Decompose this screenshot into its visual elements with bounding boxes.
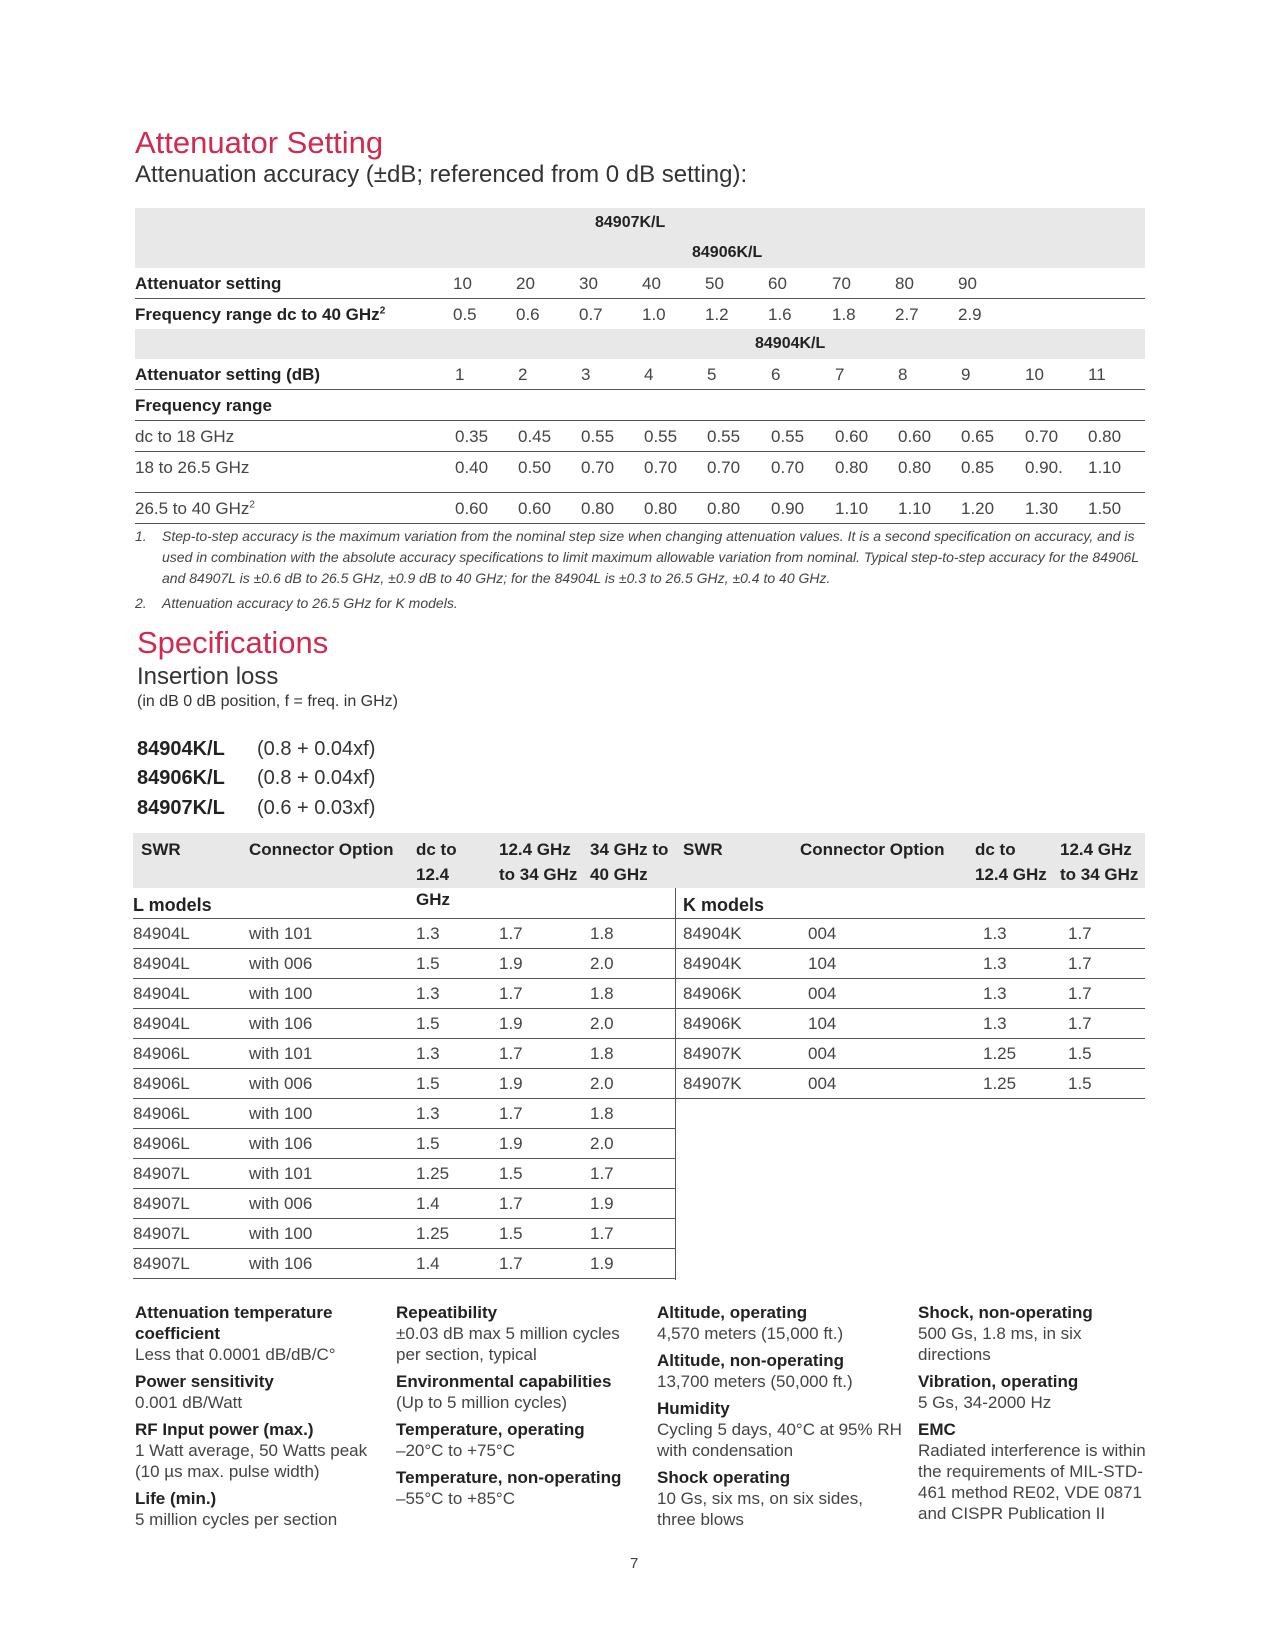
table-cell: with 006 — [249, 1194, 313, 1213]
footnote-text: Attenuation accuracy to 26.5 GHz for K models. — [162, 595, 458, 611]
table-cell: 1.3 — [416, 984, 440, 1003]
table-cell: 0.70 — [707, 458, 741, 477]
table-cell: 84906L — [133, 1104, 190, 1123]
table-cell: 1.25 — [983, 1044, 1017, 1063]
table-row — [676, 979, 1145, 1009]
table-cell: 0.90 — [771, 499, 805, 518]
table-cell: 1.30 — [1025, 499, 1059, 518]
spec-value: Radiated interference is within the requirements of MIL-STD-461 method RE02, VDE 0871 and CISPR Publication II — [918, 1441, 1146, 1523]
table-cell: 1.7 — [590, 1164, 614, 1183]
column-header: SWR — [683, 840, 723, 859]
table-cell: 90 — [958, 274, 977, 293]
table-row — [676, 1009, 1145, 1039]
table-cell: with 100 — [249, 984, 313, 1003]
table-row — [676, 949, 1145, 979]
spec-title: Environmental capabilities — [396, 1372, 612, 1391]
table-cell: 20 — [516, 274, 535, 293]
table-cell: 1.7 — [499, 1104, 523, 1123]
spec-column-3 — [657, 1302, 902, 1536]
table-cell: 0.45 — [518, 427, 552, 446]
insertion-loss-row — [137, 767, 376, 790]
table-row — [133, 1129, 675, 1159]
table-cell: 004 — [808, 984, 837, 1003]
spec-value: –20°C to +75°C — [396, 1441, 515, 1460]
table-cell: 1.5 — [416, 1014, 440, 1033]
loss-formula: (0.8 + 0.04xf) — [257, 767, 376, 789]
table-cell: 1.7 — [499, 924, 523, 943]
table-cell: 0.40 — [455, 458, 489, 477]
table-cell: 0.60 — [835, 427, 869, 446]
attenuation-accuracy-table — [135, 208, 1145, 524]
table-row — [676, 1069, 1145, 1099]
spec-value: Less that 0.0001 dB/dB/C° — [135, 1345, 336, 1364]
table-cell: 2.0 — [590, 1134, 614, 1153]
table-cell: 1.4 — [416, 1194, 440, 1213]
spec-item — [918, 1302, 1148, 1365]
spec-value: 0.001 dB/Watt — [135, 1393, 243, 1412]
table-cell: 0.80 — [835, 458, 869, 477]
footnote-number: 1. — [135, 528, 147, 544]
table-cell: 9 — [961, 365, 971, 384]
table-cell: 0.70 — [1025, 427, 1059, 446]
table-cell: 1.8 — [590, 924, 614, 943]
table-cell: 10 — [453, 274, 472, 293]
spec-title: Altitude, non-operating — [657, 1351, 844, 1370]
table-row — [133, 979, 675, 1009]
table-cell: 1.6 — [768, 305, 792, 324]
table-cell: 1.20 — [961, 499, 995, 518]
table-cell: 1.8 — [590, 1044, 614, 1063]
column-header: 12.4 GHz to 34 GHz — [1060, 840, 1139, 884]
row-label: Frequency range — [135, 396, 272, 415]
table-cell: 0.70 — [771, 458, 805, 477]
table-cell: with 101 — [249, 1044, 313, 1063]
spec-item — [657, 1467, 902, 1530]
table-cell: 0.85 — [961, 458, 995, 477]
table-row — [133, 1219, 675, 1249]
table-cell: 2.0 — [590, 1014, 614, 1033]
row-label-text: 26.5 to 40 GHz — [135, 499, 250, 518]
spec-title: Altitude, operating — [657, 1303, 808, 1322]
table-cell: 0.80 — [581, 499, 615, 518]
table-cell: with 006 — [249, 954, 313, 973]
table-cell: 7 — [835, 365, 845, 384]
specifications-title: Specifications — [137, 625, 329, 660]
spec-column-2 — [396, 1302, 641, 1515]
table-row — [133, 1009, 675, 1039]
l-models-label: L models — [133, 895, 212, 915]
table-cell: 1.3 — [983, 984, 1007, 1003]
spec-value: 1 Watt average, 50 Watts peak (10 µs max. pulse width) — [135, 1441, 368, 1481]
model-84904-header-row — [135, 329, 1145, 359]
table-cell: 1.3 — [983, 924, 1007, 943]
table-row — [133, 1099, 675, 1129]
table-cell: 0.65 — [961, 427, 995, 446]
table-cell: 0.5 — [453, 305, 477, 324]
loss-formula: (0.6 + 0.03xf) — [257, 797, 376, 819]
table-cell: 1.3 — [416, 924, 440, 943]
spec-item — [657, 1398, 902, 1461]
table-cell: 84907K — [683, 1044, 742, 1063]
swr-k-header — [675, 833, 1145, 888]
spec-title: RF Input power (max.) — [135, 1420, 314, 1439]
footnote-2 — [135, 593, 1145, 615]
column-header: dc to 12.4 GHz — [416, 840, 457, 909]
table-cell: with 006 — [249, 1074, 313, 1093]
row-label-text: Frequency range dc to 40 GHz — [135, 305, 380, 324]
table-cell: with 106 — [249, 1014, 313, 1033]
table-cell: 6 — [771, 365, 781, 384]
table-cell: 84906L — [133, 1134, 190, 1153]
table-cell: 40 — [642, 274, 661, 293]
table-cell: 1.5 — [416, 954, 440, 973]
table-cell: 1.3 — [416, 1104, 440, 1123]
spec-value: (Up to 5 million cycles) — [396, 1393, 567, 1412]
footnote-1 — [135, 526, 1145, 591]
table-cell: 1.25 — [983, 1074, 1017, 1093]
table-cell: 84907L — [133, 1164, 190, 1183]
attenuator-setting-db-row — [135, 359, 1145, 390]
table-cell: 1.7 — [1068, 984, 1092, 1003]
table-cell: 0.55 — [707, 427, 741, 446]
table-cell: 0.80 — [898, 458, 932, 477]
table-cell: 4 — [644, 365, 654, 384]
table-row — [133, 949, 675, 979]
table-cell: 84907K — [683, 1074, 742, 1093]
table-cell: 1.3 — [983, 1014, 1007, 1033]
table-cell: 84904K — [683, 924, 742, 943]
model-name: 84904K/L — [137, 738, 225, 760]
page-number: 7 — [630, 1555, 639, 1572]
table-row — [676, 1039, 1145, 1069]
table-cell: 0.6 — [516, 305, 540, 324]
table-cell: 1.5 — [1068, 1044, 1092, 1063]
table-cell: 0.60 — [455, 499, 489, 518]
table-cell: 1.25 — [416, 1164, 450, 1183]
table-cell: 1.7 — [499, 1044, 523, 1063]
spec-title: Repeatibility — [396, 1303, 498, 1322]
range-row-26-40 — [135, 493, 1145, 524]
table-cell: 84907L — [133, 1254, 190, 1273]
attenuator-subtitle: Attenuation accuracy (±dB; referenced from 0 dB setting): — [135, 161, 748, 188]
spec-item — [396, 1302, 641, 1365]
row-label: 18 to 26.5 GHz — [135, 458, 250, 477]
table-cell: with 106 — [249, 1254, 313, 1273]
column-header: dc to 12.4 GHz — [975, 840, 1047, 884]
footnote-text: Step-to-step accuracy is the maximum variation from the nominal step size when changing attenuation values. It is a second specification on accuracy, and is used in combination with the absolute accuracy specifications to limit maximum allowable variation from nominal. Typical step-to-step accuracy for the 84906L and 84907L is ±0.6 dB to 26.5 GHz, ±0.9 dB to 40 GHz; for the 84904L is ±0.3 to 26.5 GHz, ±0.4 to 40 GHz. — [162, 528, 1139, 586]
table-cell: 0.70 — [644, 458, 678, 477]
spec-title: Attenuation temperature coefficient — [135, 1303, 333, 1343]
table-cell: with 101 — [249, 924, 313, 943]
spec-value: –55°C to +85°C — [396, 1489, 515, 1508]
table-cell: 1.25 — [416, 1224, 450, 1243]
table-cell: 1.2 — [705, 305, 729, 324]
table-cell: 84907L — [133, 1224, 190, 1243]
spec-title: Shock operating — [657, 1468, 791, 1487]
column-header: 34 GHz to 40 GHz — [590, 840, 669, 884]
frequency-range-heading-row — [135, 390, 1145, 421]
spec-value: ±0.03 dB max 5 million cycles per section, typical — [396, 1324, 620, 1364]
table-cell: 1.7 — [1068, 924, 1092, 943]
table-cell: 84904K — [683, 954, 742, 973]
footnote-ref: 2 — [249, 499, 255, 511]
table-cell: 004 — [808, 1074, 837, 1093]
table-cell: with 106 — [249, 1134, 313, 1153]
table-row — [133, 1069, 675, 1099]
table-cell: 0.50 — [518, 458, 552, 477]
table-cell: 1.9 — [590, 1194, 614, 1213]
spec-value: 13,700 meters (50,000 ft.) — [657, 1372, 853, 1391]
row-label — [135, 499, 255, 519]
table-cell: 1.3 — [983, 954, 1007, 973]
table-cell: 2.9 — [958, 305, 982, 324]
spec-item — [657, 1302, 902, 1344]
model-84906-header-row — [135, 238, 1145, 268]
table-cell: 1.3 — [416, 1044, 440, 1063]
spec-value: 500 Gs, 1.8 ms, in six directions — [918, 1324, 1082, 1364]
insertion-loss-title: Insertion loss — [137, 663, 279, 690]
table-cell: 10 — [1025, 365, 1044, 384]
table-cell: 1.10 — [835, 499, 869, 518]
frequency-range-row — [135, 299, 1145, 329]
table-cell: 1.4 — [416, 1254, 440, 1273]
table-cell: 0.80 — [644, 499, 678, 518]
spec-title: EMC — [918, 1420, 956, 1439]
table-cell: 0.80 — [707, 499, 741, 518]
table-cell: 1.7 — [499, 1194, 523, 1213]
insertion-loss-row — [137, 797, 376, 820]
model-name: 84907K/L — [137, 797, 225, 819]
table-cell: 1.5 — [499, 1164, 523, 1183]
table-cell: with 101 — [249, 1164, 313, 1183]
table-cell: 1.7 — [499, 984, 523, 1003]
spec-item — [135, 1419, 380, 1482]
table-cell: 3 — [581, 365, 591, 384]
row-label: dc to 18 GHz — [135, 427, 235, 446]
spec-title: Humidity — [657, 1399, 730, 1418]
range-row-18-26 — [135, 452, 1145, 493]
footnote-number: 2. — [135, 595, 147, 611]
table-cell: 1.8 — [590, 984, 614, 1003]
spec-item — [135, 1488, 380, 1530]
table-cell: 0.60 — [518, 499, 552, 518]
table-cell: 84907L — [133, 1194, 190, 1213]
table-cell: 30 — [579, 274, 598, 293]
table-cell: 1.10 — [898, 499, 932, 518]
spec-item — [918, 1419, 1148, 1524]
column-header: Connector Option — [800, 840, 945, 859]
spec-title: Temperature, operating — [396, 1420, 585, 1439]
spec-item — [135, 1371, 380, 1413]
spec-item — [396, 1371, 641, 1413]
table-cell: 104 — [808, 954, 837, 973]
table-cell: 1.9 — [590, 1254, 614, 1273]
table-cell: 0.70 — [581, 458, 615, 477]
spec-item — [135, 1302, 380, 1365]
row-label — [135, 305, 385, 325]
table-cell: 84904L — [133, 984, 190, 1003]
table-cell: 1.7 — [499, 1254, 523, 1273]
spec-item — [396, 1419, 641, 1461]
table-cell: 5 — [707, 365, 717, 384]
table-cell: 0.7 — [579, 305, 603, 324]
spec-value: 10 Gs, six ms, on six sides, three blows — [657, 1489, 863, 1529]
table-cell: 0.55 — [644, 427, 678, 446]
table-row — [133, 1189, 675, 1219]
spec-title: Temperature, non-operating — [396, 1468, 622, 1487]
table-cell: 1.7 — [590, 1224, 614, 1243]
table-cell: 0.55 — [771, 427, 805, 446]
spec-column-1 — [135, 1302, 380, 1536]
attenuator-title: Attenuator Setting — [135, 125, 384, 160]
spec-title: Shock, non-operating — [918, 1303, 1093, 1322]
insertion-loss-note: (in dB 0 dB position, f = freq. in GHz) — [137, 693, 399, 710]
table-cell: 8 — [898, 365, 908, 384]
table-cell: 1.9 — [499, 1014, 523, 1033]
table-cell: with 100 — [249, 1224, 313, 1243]
table-cell: 1.0 — [642, 305, 666, 324]
spec-title: Power sensitivity — [135, 1372, 274, 1391]
table-cell: 1.10 — [1088, 458, 1122, 477]
table-cell: 004 — [808, 1044, 837, 1063]
table-cell: 84904L — [133, 954, 190, 973]
table-cell: 0.35 — [455, 427, 489, 446]
table-cell: 60 — [768, 274, 787, 293]
table-cell: 50 — [705, 274, 724, 293]
model-name: 84906K/L — [137, 767, 225, 789]
table-cell: 0.90. — [1025, 458, 1063, 477]
table-cell: 11 — [1088, 365, 1106, 384]
column-header: 12.4 GHz to 34 GHz — [499, 840, 578, 884]
table-cell: 84906L — [133, 1074, 190, 1093]
table-row — [133, 1039, 675, 1069]
table-cell: 84906L — [133, 1044, 190, 1063]
table-cell: 2 — [518, 365, 528, 384]
table-cell: 1.7 — [1068, 1014, 1092, 1033]
table-cell: 1.5 — [416, 1074, 440, 1093]
row-label: Attenuator setting (dB) — [135, 365, 321, 384]
table-cell: 1.50 — [1088, 499, 1122, 518]
model-84906-label: 84906K/L — [692, 244, 763, 261]
table-cell: 0.60 — [898, 427, 932, 446]
table-cell: 0.80 — [1088, 427, 1122, 446]
table-cell: 1.8 — [590, 1104, 614, 1123]
attenuator-setting-row — [135, 268, 1145, 299]
spec-title: Vibration, operating — [918, 1372, 1079, 1391]
spec-column-4 — [918, 1302, 1148, 1530]
spec-title: Life (min.) — [135, 1489, 217, 1508]
spec-item — [918, 1371, 1148, 1413]
table-row — [133, 1249, 675, 1279]
spec-value: Cycling 5 days, 40°C at 95% RH with condensation — [657, 1420, 902, 1460]
table-cell: 1 — [455, 365, 465, 384]
footnote-ref: 2 — [379, 305, 386, 317]
table-row — [676, 919, 1145, 949]
table-cell: 1.7 — [1068, 954, 1092, 973]
model-84904-label: 84904K/L — [755, 335, 826, 352]
table-row — [133, 919, 675, 949]
table-cell: 1.9 — [499, 954, 523, 973]
table-row — [133, 1159, 675, 1189]
table-cell: 1.9 — [499, 1074, 523, 1093]
table-cell: 84906K — [683, 1014, 742, 1033]
model-84907-label: 84907K/L — [595, 214, 666, 231]
column-header: Connector Option — [249, 840, 394, 859]
row-label: Attenuator setting — [135, 274, 282, 293]
insertion-loss-row — [137, 738, 376, 761]
column-header: SWR — [141, 840, 181, 859]
k-models-label: K models — [683, 895, 765, 915]
table-cell: 004 — [808, 924, 837, 943]
table-cell: 80 — [895, 274, 914, 293]
table-cell: 104 — [808, 1014, 837, 1033]
table-cell: 2.0 — [590, 954, 614, 973]
table-cell: with 100 — [249, 1104, 313, 1123]
table-cell: 84904L — [133, 1014, 190, 1033]
table-cell: 1.5 — [416, 1134, 440, 1153]
table-cell: 0.55 — [581, 427, 615, 446]
table-cell: 84904L — [133, 924, 190, 943]
table-cell: 84906K — [683, 984, 742, 1003]
table-cell: 70 — [832, 274, 851, 293]
table-cell: 2.7 — [895, 305, 919, 324]
loss-formula: (0.8 + 0.04xf) — [257, 738, 376, 760]
spec-value: 5 million cycles per section — [135, 1510, 338, 1529]
spec-item — [657, 1350, 902, 1392]
range-row-dc-18 — [135, 421, 1145, 452]
spec-item — [396, 1467, 641, 1509]
table-cell: 1.5 — [1068, 1074, 1092, 1093]
spec-value: 5 Gs, 34-2000 Hz — [918, 1393, 1052, 1412]
table-cell: 1.9 — [499, 1134, 523, 1153]
spec-value: 4,570 meters (15,000 ft.) — [657, 1324, 844, 1343]
table-cell: 1.5 — [499, 1224, 523, 1243]
table-cell: 1.8 — [832, 305, 856, 324]
table-cell: 2.0 — [590, 1074, 614, 1093]
model-84907-header-row — [135, 208, 1145, 238]
